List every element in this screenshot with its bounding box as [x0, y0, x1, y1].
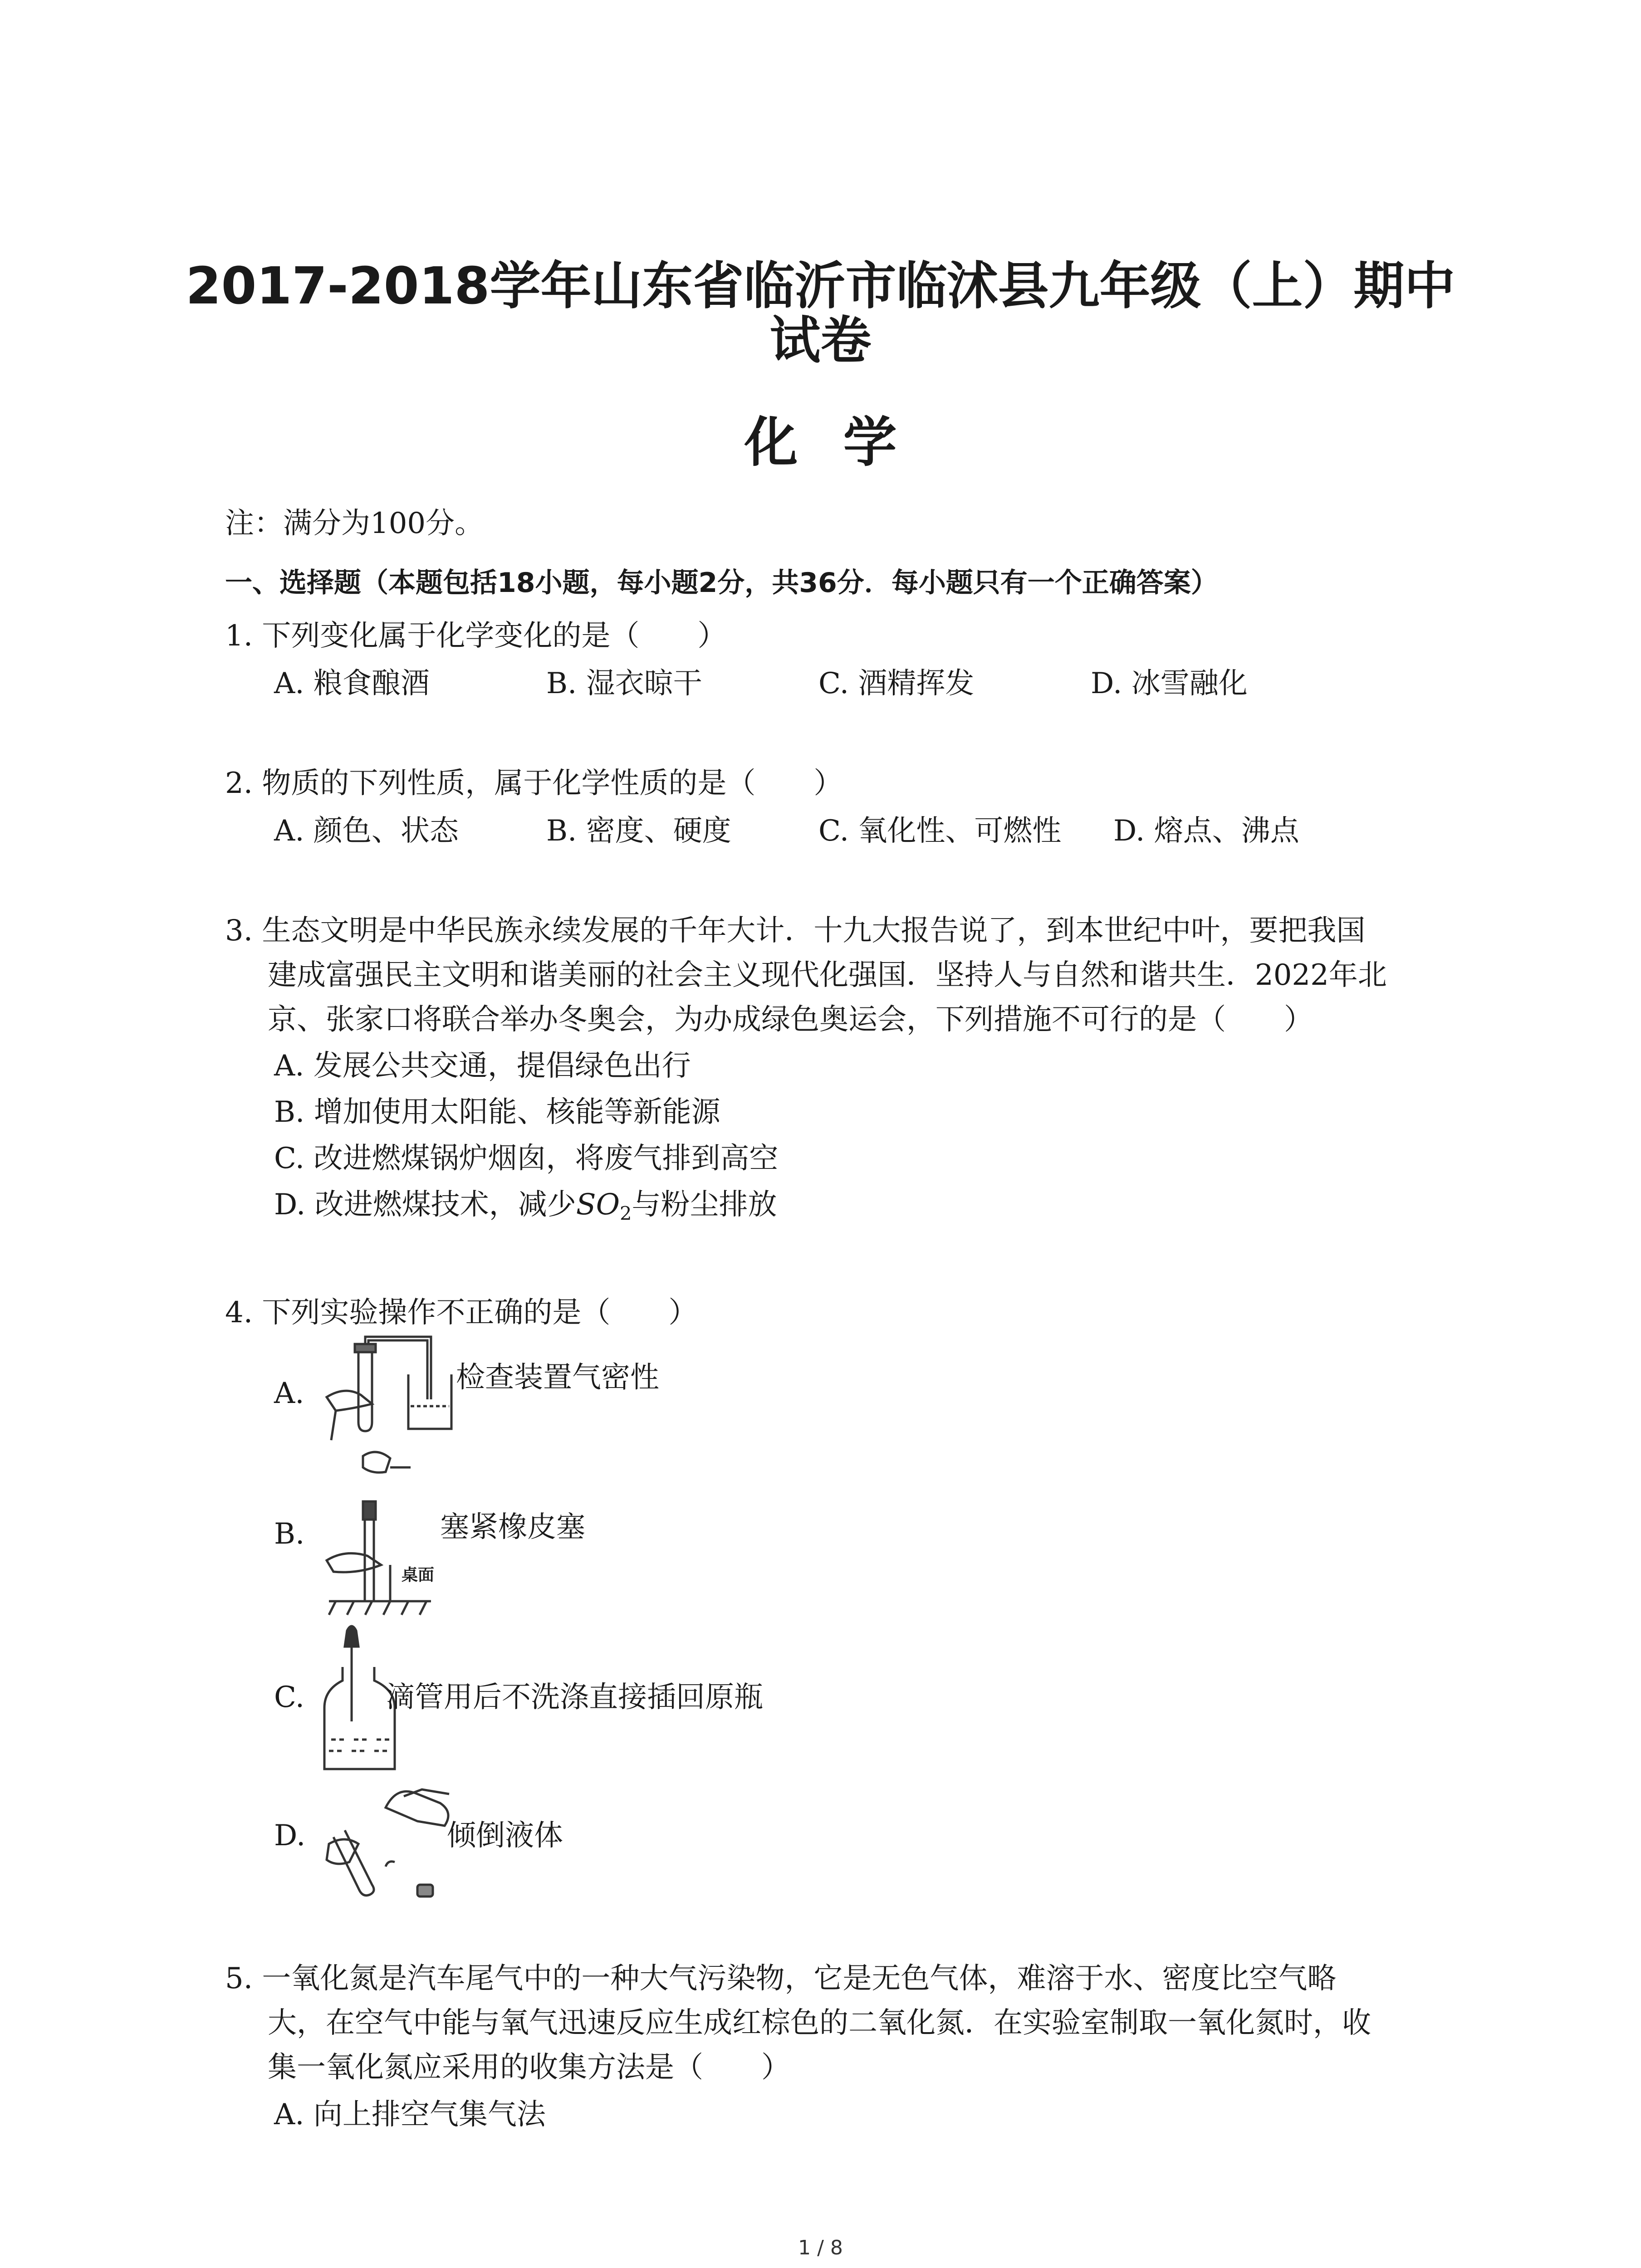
- score-note: 注：满分为100分。: [225, 507, 484, 540]
- subject-title: 化学: [744, 411, 942, 474]
- page-number: 1 / 8: [798, 2236, 843, 2259]
- question-2-option-a: A. 颜色、状态: [274, 814, 459, 848]
- question-4-caption-a: 检查装置气密性: [456, 1361, 659, 1394]
- question-5-stem-line3: 集一氧化氮应采用的收集方法是（ ）: [268, 2051, 790, 2084]
- exam-title-line1: 2017-2018学年山东省临沂市临沭县九年级（上）期中: [186, 257, 1455, 316]
- question-5-option-a: A. 向上排空气集气法: [274, 2098, 546, 2131]
- stopper-illustration: [318, 1447, 436, 1619]
- question-4-stem: 4. 下列实验操作不正确的是（ ）: [225, 1296, 698, 1330]
- airtightness-check-illustration: [318, 1331, 463, 1445]
- question-3-option-d-tail: 与粉尘排放: [632, 1188, 777, 1222]
- exam-title-line2: 试卷: [769, 311, 872, 370]
- question-4-caption-d: 倾倒液体: [447, 1819, 563, 1853]
- question-2-option-b: B. 密度、硬度: [546, 814, 731, 848]
- desk-label: 桌面: [402, 1566, 435, 1584]
- question-3-stem-line2: 建成富强民主文明和谐美丽的社会主义现代化强国．坚持人与自然和谐共生．2022年北: [268, 958, 1387, 992]
- question-2-option-d: D. 熔点、沸点: [1113, 814, 1299, 848]
- question-3-option-a: A. 发展公共交通，提倡绿色出行: [274, 1049, 691, 1083]
- question-2-option-c: C. 氧化性、可燃性: [818, 814, 1062, 848]
- question-4-caption-c: 滴管用后不洗涤直接插回原瓶: [386, 1681, 763, 1714]
- question-3-option-d-text: D. 改进燃煤技术，减少: [274, 1188, 576, 1222]
- question-5-stem-line1: 5. 一氧化氮是汽车尾气中的一种大气污染物，它是无色气体，难溶于水、密度比空气略: [225, 1962, 1337, 1995]
- question-3-option-d: [274, 1190, 777, 1223]
- question-1-stem: 1. 下列变化属于化学变化的是（ ）: [225, 619, 727, 653]
- section-heading: 一、选择题（本题包括18小题，每小题2分，共36分．每小题只有一个正确答案）: [225, 567, 1218, 599]
- question-1-option-a: A. 粮食酿酒: [274, 667, 430, 700]
- so2-formula: SO: [576, 1188, 620, 1222]
- question-4-option-b: B.: [274, 1517, 305, 1551]
- question-4-option-c: C.: [274, 1681, 305, 1714]
- question-3-stem-line3: 京、张家口将联合举办冬奥会，为办成绿色奥运会，下列措施不可行的是（ ）: [268, 1003, 1313, 1036]
- pouring-liquid-illustration: [318, 1776, 463, 1907]
- question-4-option-a: A.: [274, 1377, 304, 1410]
- question-2-stem: 2. 物质的下列性质，属于化学性质的是（ ）: [225, 767, 843, 800]
- question-1-option-d: D. 冰雪融化: [1091, 667, 1248, 700]
- question-4-caption-b: 塞紧橡皮塞: [440, 1510, 585, 1544]
- question-1-option-c: C. 酒精挥发: [818, 667, 975, 700]
- question-5-stem-line2: 大，在空气中能与氧气迅速反应生成红棕色的二氧化氮．在实验室制取一氧化氮时，收: [268, 2006, 1371, 2040]
- question-3-option-b: B. 增加使用太阳能、核能等新能源: [274, 1095, 720, 1129]
- question-3-stem-line1: 3. 生态文明是中华民族永续发展的千年大计．十九大报告说了，到本世纪中叶，要把我国: [225, 914, 1366, 948]
- question-4-option-d: D.: [274, 1819, 306, 1853]
- so2-subscript: 2: [620, 1202, 632, 1225]
- question-3-option-c: C. 改进燃煤锅炉烟囱，将废气排到高空: [274, 1142, 779, 1175]
- question-1-option-b: B. 湿衣晾干: [546, 667, 702, 700]
